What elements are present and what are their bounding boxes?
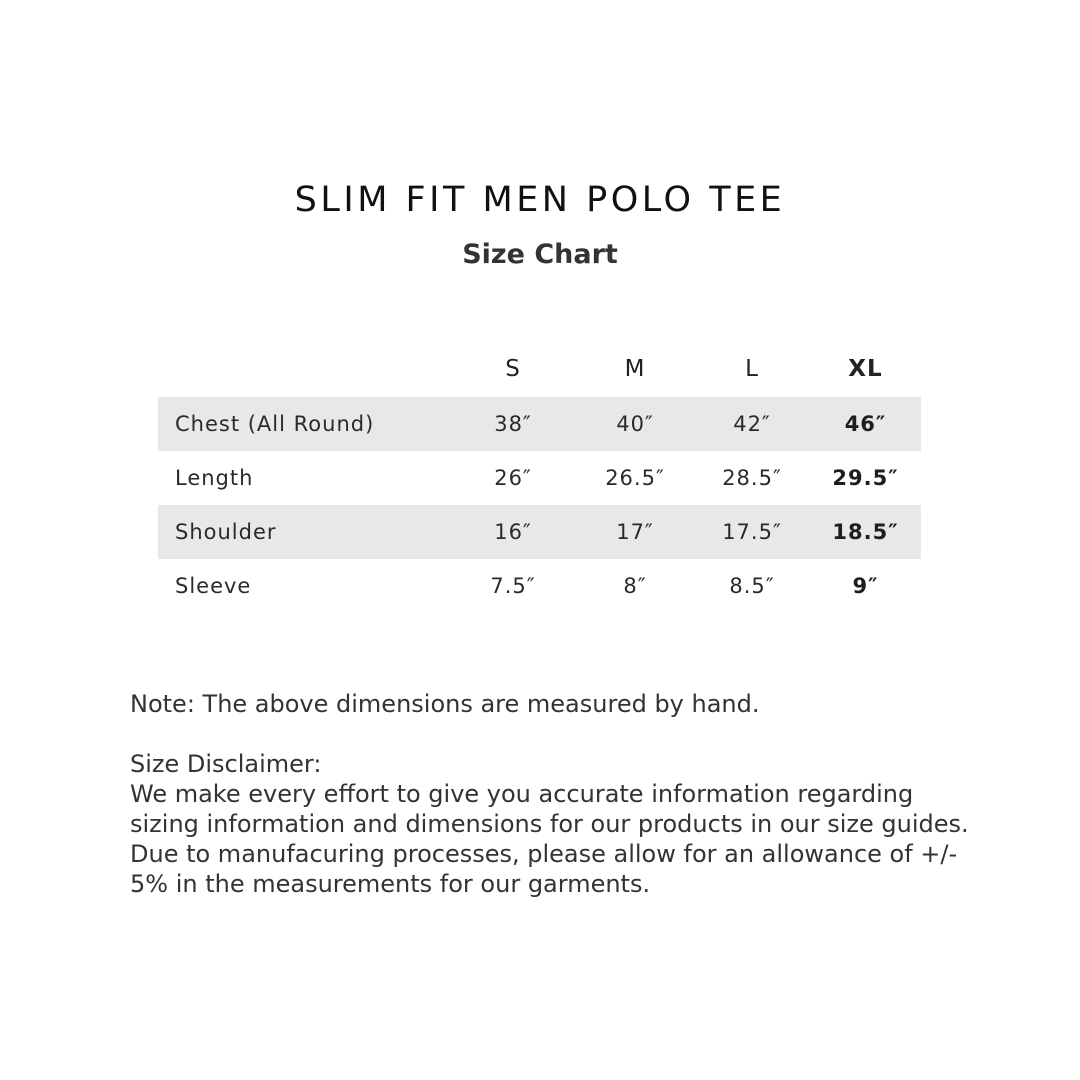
table-cell: 40″ (616, 412, 654, 436)
table-cell: 17″ (616, 520, 654, 544)
row-label-sleeve: Sleeve (175, 574, 252, 598)
table-cell: 7.5″ (490, 574, 536, 598)
table-cell: 16″ (494, 520, 532, 544)
table-header-empty (158, 340, 450, 397)
table-row-shoulder (158, 505, 921, 559)
table-cell: 8.5″ (729, 574, 775, 598)
row-label-length: Length (175, 466, 254, 490)
table-cell: 26.5″ (605, 466, 665, 490)
row-label-shoulder: Shoulder (175, 520, 277, 544)
measurement-note: Note: The above dimensions are measured by hand. (130, 690, 760, 718)
table-cell: 18.5″ (832, 520, 899, 544)
row-label-chest: Chest (All Round) (175, 412, 375, 436)
size-header-xl: XL (848, 355, 883, 382)
size-header-s: S (505, 355, 521, 382)
size-header-m: M (624, 355, 646, 382)
disclaimer-body: We make every effort to give you accurate information regarding sizing information and dimensions for our products in our size guides. Due to manufacuring processes, please allow for an allowance of +/- 5% in the measurements for our garments. (130, 780, 969, 898)
table-cell: 26″ (494, 466, 532, 490)
table-cell: 29.5″ (832, 466, 899, 490)
table-row-length (158, 451, 921, 505)
table-row-sleeve (158, 559, 921, 613)
table-cell: 28.5″ (722, 466, 782, 490)
size-chart-table (158, 340, 921, 613)
table-cell: 38″ (494, 412, 532, 436)
page-title: SLIM FIT MEN POLO TEE (294, 180, 786, 220)
page-subtitle: Size Chart (462, 239, 618, 270)
table-row-chest (158, 397, 921, 451)
table-cell: 42″ (733, 412, 771, 436)
table-header-row (158, 340, 921, 397)
size-header-l: L (745, 355, 759, 382)
table-cell: 8″ (623, 574, 647, 598)
table-cell: 17.5″ (722, 520, 782, 544)
table-cell: 46″ (844, 412, 887, 436)
disclaimer-heading: Size Disclaimer: (130, 750, 322, 778)
table-cell: 9″ (852, 574, 879, 598)
